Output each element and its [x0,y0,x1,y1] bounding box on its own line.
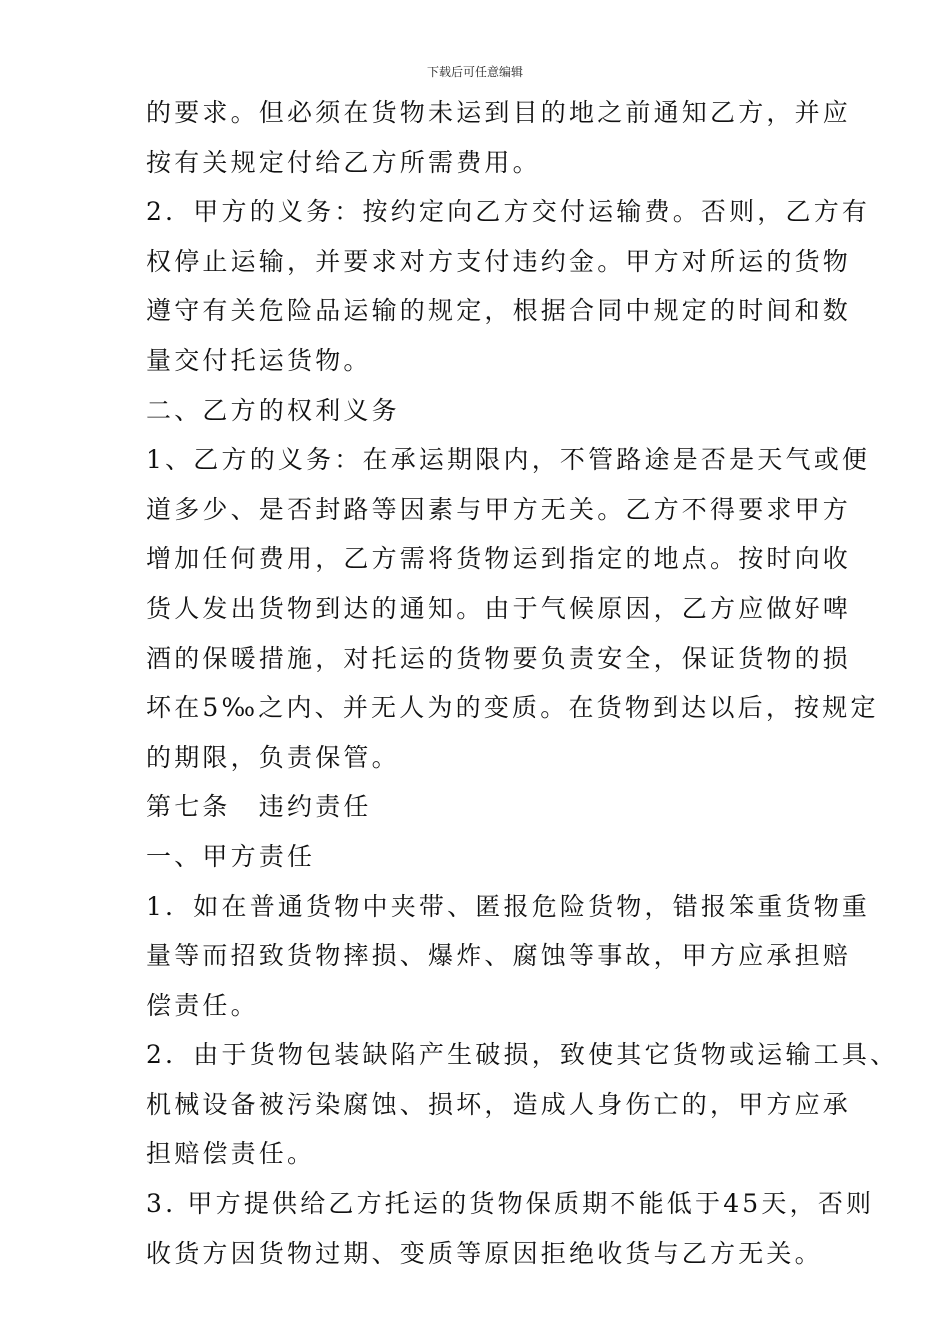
section-heading: 二、乙方的权利义务 [146,395,400,425]
text-line: 坏在5‰之内、并无人为的变质。在货物到达以后，按规定 [146,693,879,723]
text-line: 1．如在普通货物中夹带、匿报危险货物，错报笨重货物重 [146,891,871,921]
text-line: 2．甲方的义务：按约定向乙方交付运输费。否则，乙方有 [146,197,871,227]
contract-body [146,88,899,1278]
text-line: 增加任何费用，乙方需将货物运到指定的地点。按时向收 [146,544,852,574]
text-line: 2．由于货物包装缺陷产生破损，致使其它货物或运输工具、 [146,1040,899,1070]
text-line: 按有关规定付给乙方所需费用。 [146,147,541,177]
text-line: 机械设备被污染腐蚀、损坏，造成人身伤亡的，甲方应承 [146,1089,852,1119]
text-line: 收货方因货物过期、变质等原因拒绝收货与乙方无关。 [146,1238,823,1268]
text-line: 担赔偿责任。 [146,1139,316,1169]
text-line: 量等而招致货物摔损、爆炸、腐蚀等事故，甲方应承担赔 [146,941,852,971]
text-line: 酒的保暖措施，对托运的货物要负责安全，保证货物的损 [146,643,852,673]
text-line: 3. 甲方提供给乙方托运的货物保质期不能低于45天，否则 [146,1189,875,1219]
section-heading: 一、甲方责任 [146,841,316,871]
page-header: 下载后可任意编辑 [426,65,523,79]
text-line: 偿责任。 [146,990,259,1020]
text-line: 1、乙方的义务：在承运期限内，不管路途是否是天气或便 [146,445,871,475]
text-line: 遵守有关危险品运输的规定，根据合同中规定的时间和数 [146,296,852,326]
article-heading: 第七条 违约责任 [146,792,372,822]
text-line: 量交付托运货物。 [146,345,372,375]
text-line: 的期限，负责保管。 [146,742,400,772]
text-line: 货人发出货物到达的通知。由于气候原因，乙方应做好啤 [146,593,852,623]
text-line: 的要求。但必须在货物未运到目的地之前通知乙方，并应 [146,98,852,127]
text-line: 道多少、是否封路等因素与甲方无关。乙方不得要求甲方 [146,494,852,524]
text-line: 权停止运输，并要求对方支付违约金。甲方对所运的货物 [146,246,852,276]
